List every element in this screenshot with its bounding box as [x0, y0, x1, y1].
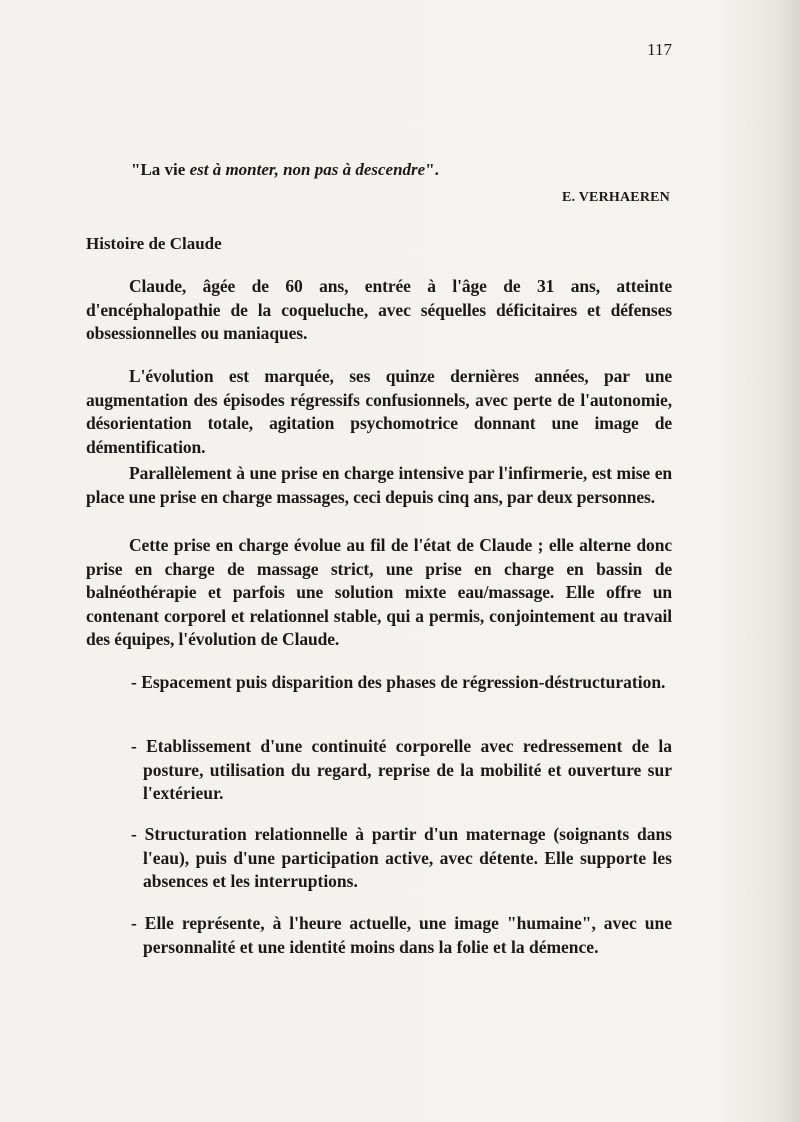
list-item: - Espacement puis disparition des phases de régression-déstructuration.	[131, 672, 666, 692]
paragraph-3	[86, 462, 672, 509]
paragraph-text: Parallèlement à une prise en charge intensive par l'infirmerie, est mise en place une prise en charge massages, ceci depuis cinq ans, par deux personnes.	[86, 463, 672, 507]
page-number: 117	[647, 40, 672, 59]
paragraph-text: L'évolution est marquée, ses quinze dernières années, par une augmentation des épisodes régressifs confusionnels, avec perte de l'autonomie, désorientation totale, agitation psychomotrice donnant une image de démentification.	[86, 366, 672, 457]
epigraph-author: E. VERHAEREN	[562, 190, 670, 205]
paragraph-4	[86, 534, 672, 652]
list-item: - Elle représente, à l'heure actuelle, une image "humaine", avec une personnalité et une identité moins dans la folie et la démence.	[131, 913, 672, 957]
epigraph-quote	[131, 160, 531, 180]
epigraph-open-quote: "	[131, 160, 141, 179]
epigraph-close-quote: ".	[425, 160, 439, 179]
epigraph-italic-part: est à monter, non pas à descendre	[189, 160, 426, 179]
list-item: - Structuration relationnelle à partir d'un maternage (soignants dans l'eau), puis d'une participation active, avec détente. Elle supporte les absences et les interruptions.	[131, 824, 672, 891]
paragraph-text: Claude, âgée de 60 ans, entrée à l'âge de 31 ans, atteinte d'encéphalopathie de la coqueluche, avec séquelles déficitaires et défenses obsessionnelles ou maniaques.	[86, 276, 672, 343]
paragraph-1	[86, 275, 672, 346]
section-heading: Histoire de Claude	[86, 234, 222, 253]
list-item: - Etablissement d'une continuité corporelle avec redressement de la posture, utilisation du regard, reprise de la mobilité et ouverture sur l'extérieur.	[131, 736, 672, 803]
paragraph-text: Cette prise en charge évolue au fil de l'état de Claude ; elle alterne donc prise en charge de massage strict, une prise en charge en bassin de balnéothérapie et parfois une solution mixte eau/massage. Elle offre un contenant corporel et relationnel stable, qui a permis, conjointement au travail des équipes, l'évolution de Claude.	[86, 535, 672, 649]
epigraph-bold-part: La vie	[140, 160, 186, 179]
paragraph-2	[86, 365, 672, 459]
